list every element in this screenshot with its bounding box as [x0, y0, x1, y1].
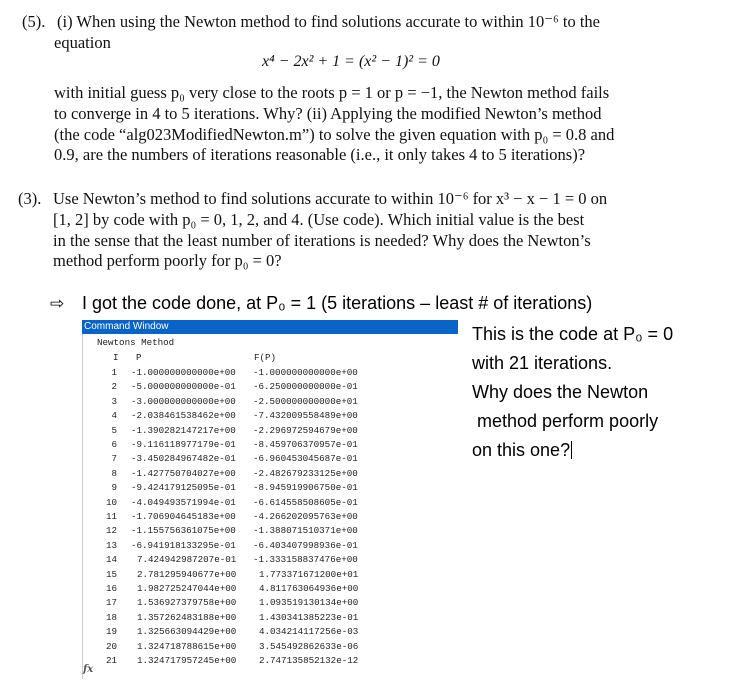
side-note-line2: with 21 iterations. — [472, 353, 613, 373]
side-note-line4: method perform poorly — [472, 411, 659, 431]
table-row — [101, 481, 451, 495]
iteration-number: 3 — [111, 395, 117, 407]
p-value: -9.116118977179e-01 — [131, 439, 236, 450]
iteration-number: 1 — [111, 367, 117, 378]
iteration-number: 21 — [105, 655, 117, 666]
fp-value: 1.093519130134e+00 — [259, 597, 359, 609]
p-value: -9.424179125095e-01 — [131, 482, 236, 494]
side-note-line1: This is the code at P₀ = 0 — [472, 324, 674, 344]
side-note-line5: on this one? — [472, 440, 571, 460]
fp-value: -4.266202095763e+00 — [253, 511, 358, 522]
p-value: 2.781295940677e+00 — [137, 568, 237, 580]
p-value: 1.357262483188e+00 — [137, 611, 237, 623]
table-row — [101, 452, 451, 466]
table-row — [101, 467, 451, 481]
table-row — [101, 568, 451, 582]
command-window[interactable] — [82, 334, 459, 679]
table-row — [101, 625, 451, 639]
p-value: -1.427750704027e+00 — [131, 467, 236, 479]
problem3-line2: [1, 2] by code with p₀ = 0, 1, 2, and 4. (Use code). Which initial value is the best — [53, 210, 585, 229]
fp-value: -6.614558508605e-01 — [253, 496, 358, 508]
fp-value: 4.034214117256e-03 — [259, 626, 359, 638]
problem3-line4: method perform poorly for p₀ = 0? — [53, 251, 282, 270]
iteration-number: 19 — [105, 626, 117, 638]
column-header-p: P — [136, 352, 142, 363]
table-row — [101, 424, 451, 438]
iteration-number: 9 — [111, 482, 117, 494]
p-value: 7.424942987207e-01 — [137, 554, 237, 566]
table-row — [101, 640, 451, 654]
text-cursor — [571, 441, 572, 459]
problem5-equation: x⁴ − 2x² + 1 = (x² − 1)² = 0 — [262, 53, 440, 70]
table-row — [101, 553, 451, 567]
p-value: -2.038461538462e+00 — [131, 410, 236, 422]
fp-value: -1.333158837476e+00 — [253, 554, 358, 566]
p-value: -3.450284967482e-01 — [131, 453, 236, 465]
command-prompt-icon[interactable]: fx — [83, 664, 94, 675]
table-row — [101, 524, 451, 538]
iteration-number: 13 — [105, 539, 117, 551]
p-value: 1.536927379758e+00 — [137, 597, 237, 609]
problem5-line2: equation — [54, 33, 111, 52]
p-value: 1.325663094429e+00 — [137, 626, 237, 638]
table-row — [101, 596, 451, 610]
problem5-line1: (i) When using the Newton method to find solutions accurate to within 10⁻⁶ to the — [57, 12, 600, 31]
problem5-line3: with initial guess p₀ very close to the roots p = 1 or p = −1, the Newton method fails — [54, 83, 610, 102]
p-value: -1.155756361075e+00 — [131, 525, 236, 537]
problem3-line3: in the sense that the least number of iterations is needed? Why does the Newton’s — [53, 231, 591, 250]
problem3-line1: Use Newton’s method to find solutions accurate to within 10⁻⁶ for x³ − x − 1 = 0 on — [53, 189, 608, 208]
command-window-titlebar[interactable]: Command Window — [82, 320, 458, 334]
side-note-line3: Why does the Newton — [472, 382, 649, 402]
p-value: -4.049493571994e-01 — [131, 496, 236, 508]
arrow-icon: ⇨ — [50, 294, 65, 313]
iteration-number: 10 — [105, 496, 117, 508]
table-row — [101, 496, 451, 510]
iteration-number: 6 — [111, 439, 117, 450]
iteration-number: 5 — [111, 424, 117, 436]
fp-value: -1.000000000000e+00 — [253, 367, 358, 378]
problem5-line4: to converge in 4 to 5 iterations. Why? (ii) Applying the modified Newton’s method — [54, 104, 602, 123]
column-header-fp: F(P) — [254, 352, 277, 363]
p-value: -1.390282147217e+00 — [131, 424, 236, 436]
side-note-line5-wrap[interactable] — [472, 440, 572, 461]
table-row — [101, 611, 451, 625]
table-row — [101, 510, 451, 524]
fp-value: -2.500000000000e+01 — [253, 395, 358, 407]
fp-value: -2.482679233125e+00 — [253, 467, 358, 479]
p-value: -6.941918133295e-01 — [131, 539, 236, 551]
problem5-label: (5). — [22, 12, 46, 31]
iteration-number: 11 — [105, 511, 117, 522]
column-header-i: I — [113, 352, 119, 363]
p-value: -5.000000000000e-01 — [131, 381, 236, 393]
fp-value: 1.773371671200e+01 — [259, 568, 359, 580]
fp-value: 4.811763064936e+00 — [259, 583, 359, 594]
table-row — [101, 395, 451, 409]
iteration-table — [101, 366, 451, 670]
iteration-number: 17 — [105, 597, 117, 609]
fp-value: 1.430341385223e-01 — [259, 611, 359, 623]
p-value: 1.324717957245e+00 — [137, 655, 237, 666]
iteration-number: 14 — [105, 554, 117, 566]
iteration-number: 8 — [111, 467, 117, 479]
fp-value: 3.545492862633e-06 — [259, 640, 359, 652]
p-value: -3.000000000000e+00 — [131, 395, 236, 407]
fp-value: -2.296972594679e+00 — [253, 424, 358, 436]
iteration-number: 15 — [105, 568, 117, 580]
fp-value: 2.747135852132e-12 — [259, 655, 359, 666]
iteration-number: 12 — [105, 525, 117, 537]
iteration-number: 20 — [105, 640, 117, 652]
answer-text: I got the code done, at P₀ = 1 (5 iterations – least # of iterations) — [82, 293, 593, 313]
fp-value: -8.459706370957e-01 — [253, 439, 358, 450]
output-heading: Newtons Method — [97, 337, 175, 348]
p-value: -1.000000000000e+00 — [131, 367, 236, 378]
table-row — [101, 380, 451, 394]
iteration-number: 18 — [105, 611, 117, 623]
iteration-number: 16 — [105, 583, 117, 594]
table-row — [101, 366, 451, 380]
table-row — [101, 438, 451, 452]
fp-value: -1.388071510371e+00 — [253, 525, 358, 537]
p-value: 1.324718788615e+00 — [137, 640, 237, 652]
fp-value: -6.403407998936e-01 — [253, 539, 358, 551]
iteration-number: 7 — [111, 453, 117, 465]
iteration-number: 4 — [111, 410, 117, 422]
table-row — [101, 654, 451, 668]
table-row — [101, 539, 451, 553]
problem3-label: (3). — [18, 189, 42, 208]
problem5-line6: 0.9, are the numbers of iterations reasonable (i.e., it only takes 4 to 5 iterations)? — [54, 145, 586, 164]
fp-value: -8.945919906750e-01 — [253, 482, 358, 494]
table-row — [101, 582, 451, 596]
table-row — [101, 409, 451, 423]
fp-value: -6.960453045687e-01 — [253, 453, 358, 465]
p-value: -1.706904645183e+00 — [131, 511, 236, 522]
fp-value: -6.250000000000e-01 — [253, 381, 358, 393]
p-value: 1.982725247044e+00 — [137, 583, 237, 594]
iteration-number: 2 — [111, 381, 117, 393]
fp-value: -7.432009558489e+00 — [253, 410, 358, 422]
problem5-line5: (the code “alg023ModifiedNewton.m”) to solve the given equation with p₀ = 0.8 and — [54, 125, 615, 144]
